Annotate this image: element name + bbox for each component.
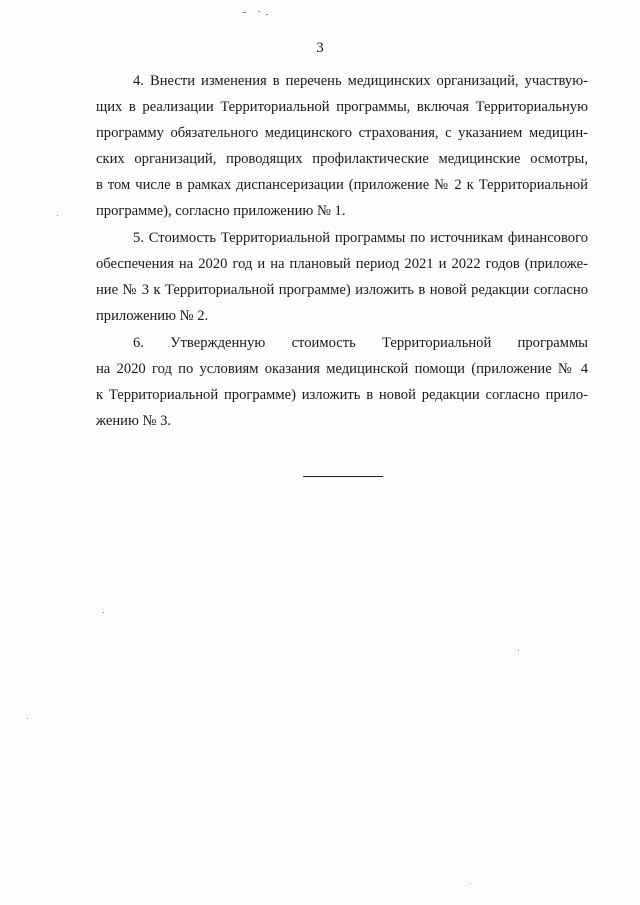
- scan-speck: [103, 612, 104, 613]
- text-line: щих в реализации Территориальной программы, включая Территориальную: [96, 99, 588, 115]
- end-divider: [303, 476, 383, 477]
- text-line: 6. Утвержденную стоимость Территориальной программы: [133, 335, 588, 351]
- text-line: 4. Внести изменения в перечень медицинских организаций, участвую-: [133, 73, 588, 89]
- scan-speck: [518, 650, 519, 651]
- scan-speck: [266, 14, 268, 15]
- page-number: 3: [316, 40, 324, 56]
- text-line: программу обязательного медицинского страхования, с указанием медицин-: [96, 125, 588, 141]
- scan-speck: [243, 12, 246, 13]
- text-line: на 2020 год по условиям оказания медицинской помощи (приложение № 4: [96, 361, 588, 377]
- text-line: жению № 3.: [96, 413, 172, 429]
- text-line: 5. Стоимость Территориальной программы по источникам финансового: [133, 230, 588, 246]
- scan-speck: [27, 718, 28, 719]
- text-line: обеспечения на 2020 год и на плановый период 2021 и 2022 годов (приложе-: [96, 256, 588, 272]
- text-line: программе), согласно приложению № 1.: [96, 203, 346, 219]
- text-line: в том числе в рамках диспансеризации (приложение № 2 к Территориальной: [96, 177, 588, 193]
- scan-speck: [470, 883, 471, 884]
- text-line: приложению № 2.: [96, 308, 209, 324]
- scan-speck: [258, 11, 260, 12]
- text-line: к Территориальной программе) изложить в новой редакции согласно прило-: [96, 387, 588, 403]
- text-line: ских организаций, проводящих профилактические медицинские осмотры,: [96, 151, 588, 167]
- text-line: ние № 3 к Территориальной программе) изложить в новой редакции согласно: [96, 282, 588, 298]
- scan-speck: [57, 215, 58, 216]
